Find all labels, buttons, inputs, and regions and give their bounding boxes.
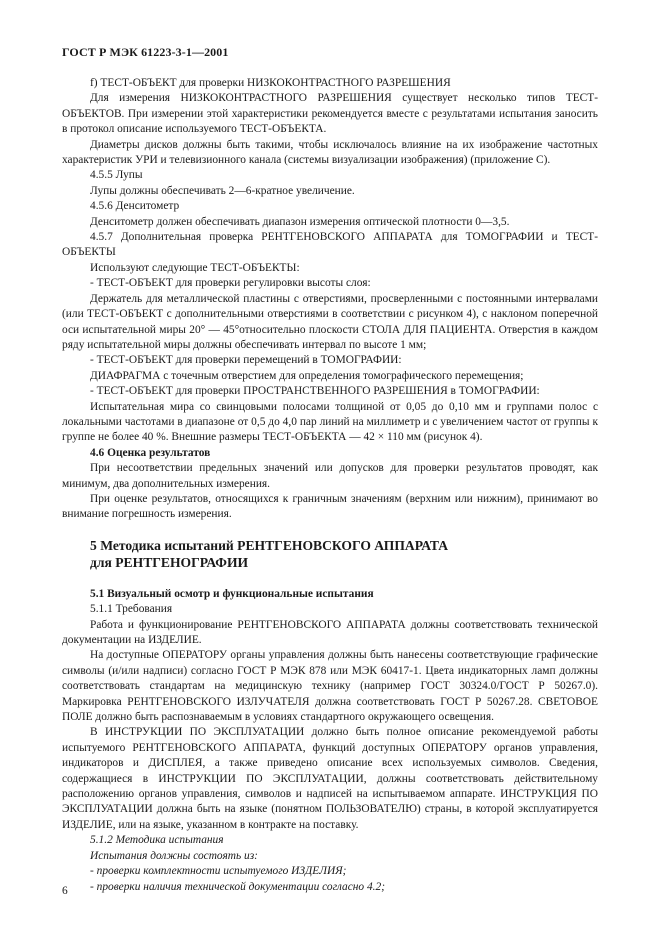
paragraph: Диаметры дисков должны быть такими, чтобы исключалось влияние на их изображение частотных характеристик УРИ и телевизионного канала (системы визуализации изображения) (приложение С). xyxy=(62,138,598,167)
paragraph: Работа и функционирование РЕНТГЕНОВСКОГО АППАРАТА должны соответствовать технической документации на ИЗДЕЛИЕ. xyxy=(62,618,598,646)
page-header: ГОСТ Р МЭК 61223-3-1—2001 xyxy=(62,45,229,59)
paragraph: В ИНСТРУКЦИИ ПО ЭКСПЛУАТАЦИИ должно быть полное описание рекомендуемой работы испытуемого РЕНТГЕНОВСКОГО АППАРАТА, функций доступных ОПЕРАТОРУ органов управления, индикаторов и ДИСПЛЕЯ, а также приведено описание всех используемых символов. Сведения, содержащиеся в ИНСТРУКЦИИ ПО ЭКСПЛУАТАЦИИ, должны соответствовать действительному расположению органов управления, символов и надписей на испытываемом аппарате. ИНСТРУКЦИЯ ПО ЭКСПЛУАТАЦИИ должна быть на языке (понятном ПОЛЬЗОВАТЕЛЮ) страны, в которой эксплуатируется ИЗДЕЛИЕ, или на языке, указанном в контракте на поставку. xyxy=(62,726,598,831)
paragraph: 5.1.2 Методика испытания xyxy=(90,834,224,847)
paragraph: 4.5.5 Лупы xyxy=(90,169,143,182)
paragraph: Держатель для металлической пластины с отверстиями, просверленными с постоянными интервалами (или ТЕСТ-ОБЪЕКТ с дополнительными отверстиями в соответствии с рисунком 4), с наклоном поперечной оси испытательной миры 20° — 45°относительно плоскости СТОЛА ДЛЯ ПАЦИЕНТА. Отверстия в каждом ряду испытательной миры должны обеспечивать интервал по высоте 1 мм; xyxy=(62,292,598,351)
document-body xyxy=(62,76,598,895)
paragraph: Используют следующие ТЕСТ-ОБЪЕКТЫ: xyxy=(90,261,300,274)
paragraph: Испытания должны состоять из: xyxy=(90,849,258,862)
paragraph: - проверки наличия технической документации согласно 4.2; xyxy=(90,880,386,893)
paragraph: 5.1 Визуальный осмотр и функциональные испытания xyxy=(90,587,374,600)
paragraph: ДИАФРАГМА с точечным отверстием для определения томографического перемещения; xyxy=(90,369,524,382)
paragraph: При несоответствии предельных значений или допусков для проверки результатов проводят, как минимум, два дополнительных измерения. xyxy=(62,462,598,490)
paragraph: - ТЕСТ-ОБЪЕКТ для проверки ПРОСТРАНСТВЕННОГО РАЗРЕШЕНИЯ в ТОМОГРАФИИ: xyxy=(90,385,540,398)
paragraph: 4.5.6 Денситометр xyxy=(90,200,180,213)
paragraph: - ТЕСТ-ОБЪЕКТ для проверки перемещений в ТОМОГРАФИИ: xyxy=(90,354,402,367)
paragraph: f) ТЕСТ-ОБЪЕКТ для проверки НИЗКОКОНТРАСТНОГО РАЗРЕШЕНИЯ xyxy=(90,77,451,89)
paragraph: - проверки комплектности испытуемого ИЗДЕЛИЯ; xyxy=(90,865,347,878)
paragraph: Денситометр должен обеспечивать диапазон измерения оптической плотности 0—3,5. xyxy=(90,215,510,228)
paragraph: При оценке результатов, относящихся к граничным значениям (верхним или нижним), принимают во внимание погрешность измерения. xyxy=(62,492,598,521)
page-number: 6 xyxy=(62,885,68,897)
paragraph: Лупы должны обеспечивать 2—6-кратное увеличение. xyxy=(90,184,355,197)
paragraph: На доступные ОПЕРАТОРУ органы управления должны быть нанесены соответствующие графические символы (и/или надписи) согласно ГОСТ Р МЭК 878 или МЭК 60417-1. Цвета индикаторных ламп должны соответствовать стандартам на медицинскую технику (например ГОСТ 30324.0/ГОСТ Р 50267.0). Маркировка РЕНТГЕНОВСКОГО ИЗЛУЧАТЕЛЯ должна соответствовать ГОСТ Р 50267.28. СВЕТОВОЕ ПОЛЕ должно быть распознаваемым в условиях стандартного окружающего освещения. xyxy=(62,649,598,724)
section-heading: 5 Методика испытаний РЕНТГЕНОВСКОГО АППАРАТА для РЕНТГЕНОГРАФИИ xyxy=(90,537,449,570)
paragraph: Для измерения НИЗКОКОНТРАСТНОГО РАЗРЕШЕНИЯ существует несколько типов ТЕСТ-ОБЪЕКТОВ. При измерении этой характеристики рекомендуется вместе с результатами испытания заносить в протокол описание используемого ТЕСТ-ОБЪЕКТА. xyxy=(62,92,598,136)
paragraph: 4.6 Оценка результатов xyxy=(90,446,211,459)
paragraph: - ТЕСТ-ОБЪЕКТ для проверки регулировки высоты слоя: xyxy=(90,277,371,290)
paragraph: 5.1.1 Требования xyxy=(90,603,173,616)
paragraph: Испытательная мира со свинцовыми полосами толщиной от 0,05 до 0,10 мм и группами полос с локальными частотами в диапазоне от 0,5 до 4,0 пар линий на миллиметр и с увеличением частот от группы к группе не более 40 %. Внешние размеры ТЕСТ-ОБЪЕКТА — 42 × 110 мм (рисунок 4). xyxy=(62,400,598,444)
paragraph: 4.5.7 Дополнительная проверка РЕНТГЕНОВСКОГО АППАРАТА для ТОМОГРАФИИ и ТЕСТ-ОБЪЕКТЫ xyxy=(62,231,598,259)
